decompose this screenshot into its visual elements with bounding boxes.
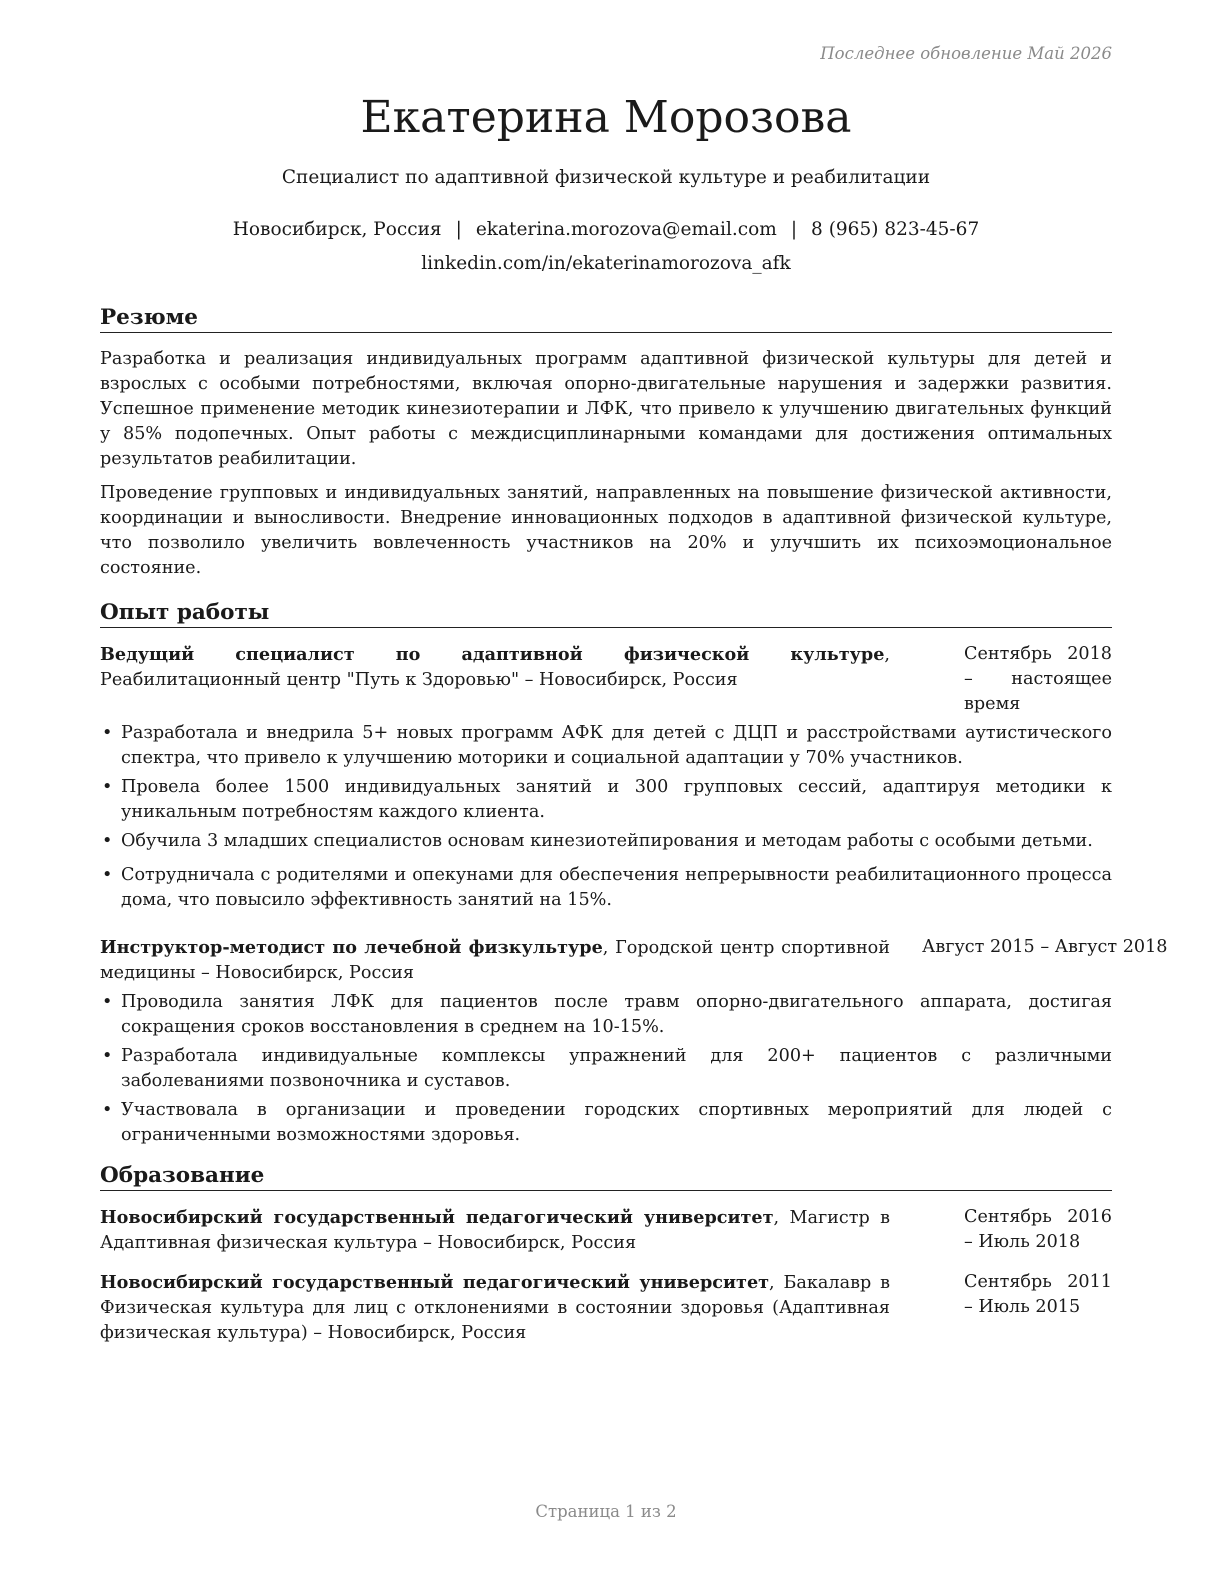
education-degree	[100, 1270, 890, 1346]
degree-detail: , Магистр в Адаптивная физическая культура – Новосибирск, Россия	[100, 1208, 890, 1253]
job-bullets	[100, 990, 1112, 1148]
resume-content	[100, 304, 1168, 1346]
job-dates: Август 2015 – Август 2018	[922, 937, 1168, 957]
job-header	[100, 935, 1168, 986]
education-dates: Сентябрь 2011 – Июль 2015	[964, 1272, 1112, 1317]
list-item: • Сотрудничала с родителями и опекунами для обеспечения непрерывности реабилитационного процесса дома, что повысило эффективность занятий на 15%.	[100, 863, 1112, 913]
education-entry	[100, 1270, 1112, 1346]
job-role: Инструктор-методист по лечебной физкультуре	[100, 937, 603, 958]
job-entry	[100, 935, 1168, 1148]
job-position	[100, 935, 890, 986]
education-entry	[100, 1205, 1112, 1256]
last-updated: Последнее обновление Май 2026	[820, 44, 1112, 63]
job-title: Специалист по адаптивной физической культуре и реабилитации	[281, 167, 931, 188]
phone: 8 (965) 823-45-67	[811, 219, 980, 240]
list-item: • Участвовала в организации и проведении городских спортивных мероприятий для людей с ограниченными возможностями здоровья.	[100, 1098, 1112, 1148]
section-title-experience: Опыт работы	[100, 599, 1112, 628]
education-header	[100, 1205, 1112, 1256]
resume-page	[100, 0, 1168, 1584]
summary-paragraph: Проведение групповых и индивидуальных занятий, направленных на повышение физической активности, координации и выносливости. Внедрение инновационных подходов в адаптивной физической культуре, что позволило увеличить вовлеченность участников на 20% и улучшить их психоэмоциональное состояние.	[100, 483, 1112, 578]
section-title-education: Образование	[100, 1162, 1112, 1191]
school-name: Новосибирский государственный педагогический университет	[100, 1207, 774, 1228]
list-item: • Проводила занятия ЛФК для пациентов после травм опорно-двигательного аппарата, достигая сокращения сроков восстановления в среднем на 10-15%.	[100, 990, 1112, 1040]
person-name: Екатерина Морозова	[360, 92, 852, 143]
list-item: • Обучила 3 младших специалистов основам кинезиотейпирования и методам работы с особыми детьми.	[100, 829, 1112, 854]
summary-paragraph: Разработка и реализация индивидуальных программ адаптивной физической культуры для детей и взрослых с особыми потребностями, включая опорно-двигательные нарушения и задержки развития. Успешное применение методик кинезиотерапии и ЛФК, что привело к улучшению двигательных функций у 85% подопечных. Опыт работы с междисциплинарными командами для достижения оптимальных результатов реабилитации.	[100, 349, 1112, 469]
school-name: Новосибирский государственный педагогический университет	[100, 1272, 770, 1293]
education-dates: Сентябрь 2016 – Июль 2018	[964, 1207, 1112, 1252]
list-item: • Разработала индивидуальные комплексы упражнений для 200+ пациентов с различными заболеваниями позвоночника и суставов.	[100, 1044, 1112, 1094]
linkedin-link[interactable]: linkedin.com/in/ekaterinamorozova_afk	[421, 253, 791, 274]
contact-line	[100, 219, 1112, 240]
job-position	[100, 642, 890, 717]
degree-detail: , Бакалавр в Физическая культура для лиц с отклонениями в состоянии здоровья (Адаптивная физическая культура) – Новосибирск, Россия	[100, 1273, 890, 1343]
email-link[interactable]: ekaterina.morozova@email.com	[475, 219, 777, 240]
section-title-summary: Резюме	[100, 304, 1112, 333]
job-org: , Реабилитационный центр "Путь к Здоровью" – Новосибирск, Россия	[100, 645, 890, 690]
list-item: • Провела более 1500 индивидуальных занятий и 300 групповых сессий, адаптируя методики к уникальным потребностям каждого клиента.	[100, 775, 1112, 825]
job-header	[100, 642, 1112, 717]
education-header	[100, 1270, 1112, 1346]
job-org: , Городской центр спортивной медицины – Новосибирск, Россия	[100, 938, 890, 983]
job-role: Ведущий специалист по адаптивной физической культуре	[100, 644, 885, 665]
education-degree	[100, 1205, 890, 1256]
list-item: • Разработала и внедрила 5+ новых программ АФК для детей с ДЦП и расстройствами аутистического спектра, что привело к улучшению моторики и социальной адаптации у 70% участников.	[100, 721, 1112, 771]
job-bullets	[100, 721, 1112, 913]
location: Новосибирск, Россия	[232, 219, 442, 240]
job-dates: Сентябрь 2018 – настоящее время	[964, 644, 1112, 714]
job-entry	[100, 642, 1112, 913]
separator: |	[455, 219, 462, 240]
page-number: Страница 1 из 2	[535, 1502, 677, 1521]
separator: |	[790, 219, 798, 240]
